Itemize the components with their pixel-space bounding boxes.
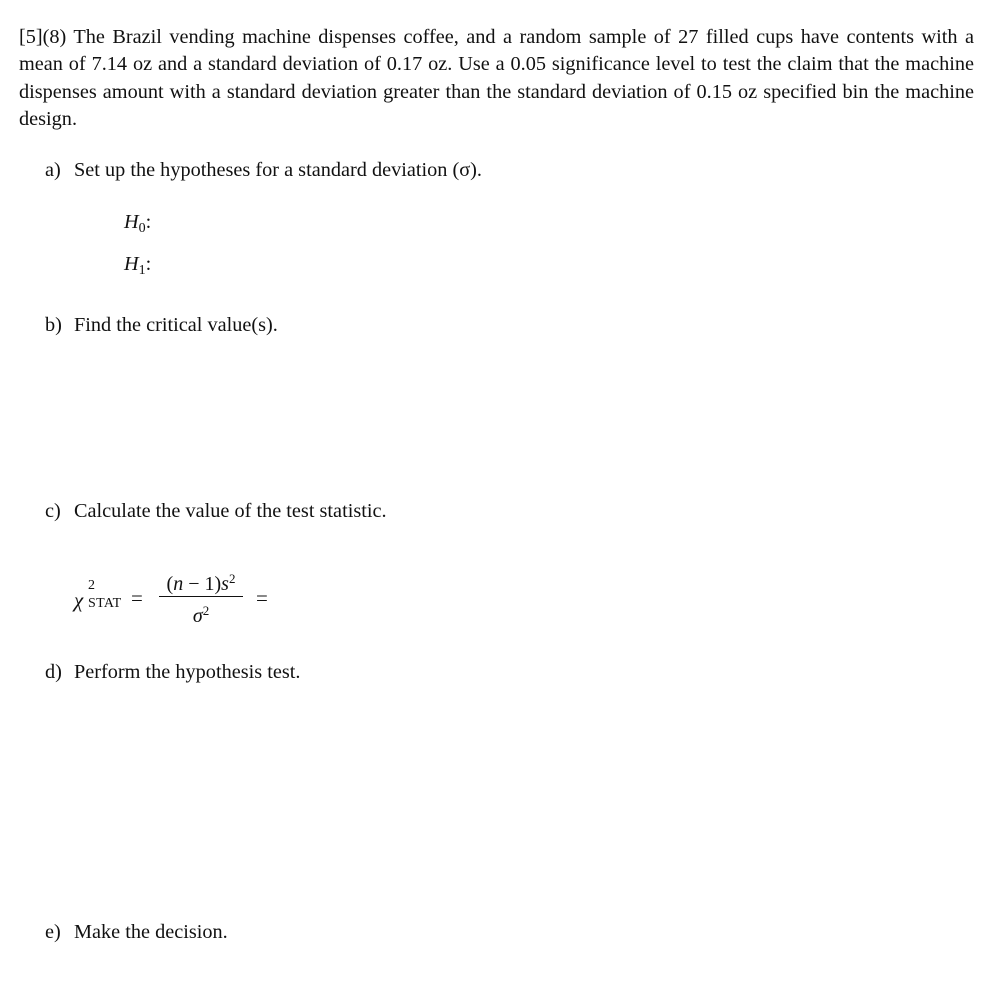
formula-fraction <box>156 566 246 627</box>
part-d <box>45 661 300 684</box>
numerator-power: 2 <box>228 571 236 586</box>
part-c-label: c) <box>45 500 61 522</box>
chi-symbol: χ <box>74 588 84 612</box>
chi-subscript: STAT <box>88 596 122 611</box>
equals-sign-2: = <box>256 586 268 610</box>
null-hypothesis <box>124 211 151 237</box>
part-c-text: Calculate the value of the test statistic. <box>74 500 387 522</box>
h1-colon: : <box>145 253 152 275</box>
h1-symbol: H <box>124 253 139 275</box>
h0-subscript: 0 <box>138 221 146 236</box>
part-e-text: Make the decision. <box>74 921 228 943</box>
part-b <box>45 314 278 337</box>
numerator-n: n <box>173 573 184 595</box>
part-e <box>45 921 228 944</box>
h1-subscript: 1 <box>138 263 146 278</box>
fraction-bar <box>159 596 243 597</box>
part-d-text: Perform the hypothesis test. <box>74 661 301 683</box>
part-e-label: e) <box>45 921 61 943</box>
numerator-minus-one: − 1) <box>183 573 222 595</box>
numerator-s: s <box>221 573 229 595</box>
equals-sign-1: = <box>131 586 143 610</box>
part-a-label: a) <box>45 159 61 181</box>
chi-square-stat-symbol <box>74 578 122 613</box>
alternative-hypothesis <box>124 253 151 279</box>
part-b-text: Find the critical value(s). <box>74 314 278 336</box>
part-a <box>45 159 482 182</box>
chi-superscript: 2 <box>88 578 95 593</box>
part-b-label: b) <box>45 314 62 336</box>
denominator-power: 2 <box>202 603 210 618</box>
fraction-numerator <box>156 566 246 595</box>
fraction-denominator <box>156 599 246 627</box>
denominator-sigma: σ <box>192 605 203 627</box>
h0-symbol: H <box>124 211 139 233</box>
part-a-text: Set up the hypotheses for a standard deviation (σ). <box>74 159 483 181</box>
part-c <box>45 500 387 523</box>
problem-statement: [5](8) The Brazil vending machine dispenses coffee, and a random sample of 27 filled cups have contents with a mean of 7.14 oz and a standard deviation of 0.17 oz. Use a 0.05 significance level to test the claim that the machine dispenses amount with a standard deviation greater than the standard deviation of 0.15 oz specified bin the machine design. <box>19 26 974 130</box>
part-d-label: d) <box>45 661 62 683</box>
h0-colon: : <box>145 211 152 233</box>
numerator-paren: ( <box>166 573 174 595</box>
